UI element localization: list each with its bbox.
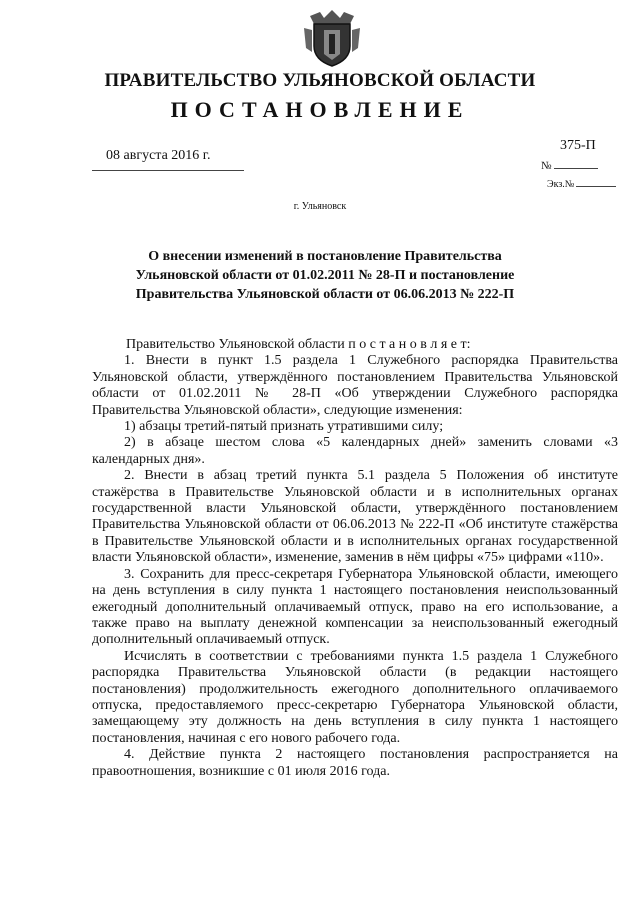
document-title	[115, 247, 535, 304]
document-date: 08 августа 2016 г.	[106, 148, 211, 163]
paragraph-1: 1. Внести в пункт 1.5 раздела 1 Служебного распорядка Правительства Ульяновской области, утверждённого постановлением Правительства Ульяновской области от 01.02.2011 № 28-П «Об утверждении Служебного распорядка Правительства Ульяновской области», следующие изменения:	[92, 353, 618, 418]
paragraph-1-item-1: 1) абзацы третий-пятый признать утратившими силу;	[124, 419, 444, 435]
copy-underline	[576, 186, 616, 187]
number-underline	[554, 168, 598, 169]
paragraph-3: 3. Сохранить для пресс-секретаря Губернатора Ульяновской области, имеющего на день вступления в силу пункта 1 настоящего постановления неиспользованный ежегодный дополнительный оплачиваемый отпуск, право на его использование, а также право на выплату денежной компенсации за неиспользованный ежегодный дополнительный оплачиваемый отпуск.	[92, 566, 618, 648]
document-body	[92, 337, 618, 780]
paragraph-3-continued: Исчислять в соответствии с требованиями пункта 1.5 раздела 1 Служебного распорядка Правительства Ульяновской области (в редакции настоящего постановления) продолжительность ежегодного дополнительного оплачиваемого отпуска, предоставляемого пресс-секретарю Губернатора Ульяновской области, замещающему эту должность на день вступления в силу пункта 1 настоящего постановления, начиная с его нового рабочего года.	[92, 648, 618, 746]
title-line-1: О внесении изменений в постановление Правительства	[148, 249, 502, 264]
government-heading: ПРАВИТЕЛЬСТВО УЛЬЯНОВСКОЙ ОБЛАСТИ	[104, 70, 536, 91]
paragraph-4: 4. Действие пункта 2 настоящего постановления распространяется на правоотношения, возникшие с 01 июля 2016 года.	[92, 747, 618, 779]
copy-label: Экз.№	[547, 179, 575, 190]
city-name: г. Ульяновск	[293, 201, 347, 212]
number-field	[541, 160, 598, 172]
copy-number-field	[547, 179, 616, 190]
paragraph-2: 2. Внести в абзац третий пункта 5.1 раздела 5 Положения об институте стажёрства в Правительстве Ульяновской области и в исполнительных органах государственной власти Ульяновской области, утверждённого постановлением Правительства Ульяновской области от 06.06.2013 № 222-П «Об институте стажёрства в Правительстве Ульяновской области и в исполнительных органах государственной власти Ульяновской области», изменение, заменив в нём цифры «75» цифрами «110».	[92, 468, 618, 566]
coat-of-arms-emblem-icon	[300, 8, 364, 70]
number-label: №	[541, 160, 552, 172]
intro-paragraph: Правительство Ульяновской области п о с т а н о в л я е т:	[126, 337, 471, 352]
document-number: 375-П	[560, 138, 596, 153]
title-line-3: Правительства Ульяновской области от 06.06.2013 № 222-П	[135, 287, 515, 302]
date-underline	[92, 170, 244, 171]
document-type-heading: ПОСТАНОВЛЕНИЕ	[170, 97, 470, 122]
paragraph-1-item-2: 2) в абзаце шестом слова «5 календарных дней» заменить словами «3 календарных дня».	[92, 435, 618, 467]
title-line-2: Ульяновской области от 01.02.2011 № 28-П и постановление	[135, 268, 515, 283]
